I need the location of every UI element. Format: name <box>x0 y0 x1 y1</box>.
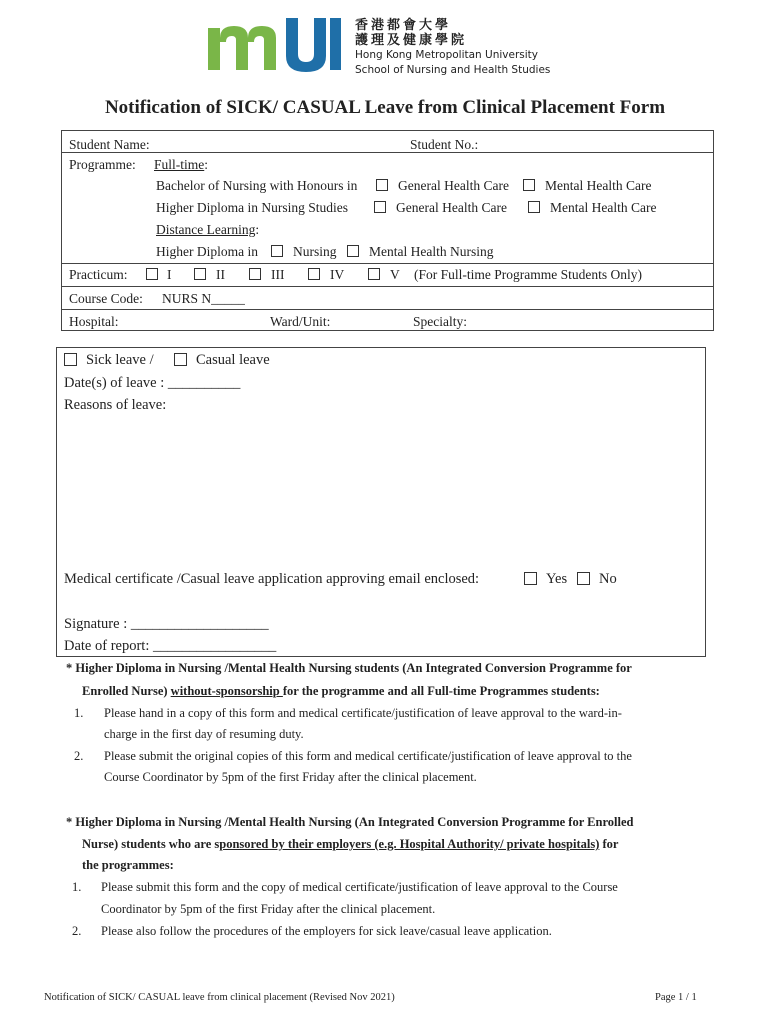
s1-item1-number: 1. <box>74 706 84 720</box>
org-name-en-line1: Hong Kong Metropolitan University <box>355 49 539 61</box>
org-name-en-line2: School of Nursing and Health Studies <box>355 64 551 76</box>
distance-learning-label: Distance Learning <box>156 222 256 237</box>
hd-mental-checkbox[interactable] <box>528 201 540 213</box>
s1-item2-number: 2. <box>74 749 84 763</box>
s2-item1-line1: Please submit this form and the copy of medical certificate/justification of leave approval to the Course <box>101 880 618 894</box>
logo-text <box>355 18 550 78</box>
bn-general-label: General Health Care <box>398 178 509 193</box>
practicum-label: Practicum: <box>69 267 128 282</box>
hd-nursing-label: Higher Diploma in Nursing Studies <box>156 200 348 215</box>
full-time-label: Full-time <box>154 157 205 172</box>
cert-yes-checkbox[interactable] <box>524 572 537 585</box>
date-of-report-field[interactable]: Date of report: _________________ <box>64 638 277 654</box>
hd-general-checkbox[interactable] <box>374 201 386 213</box>
s1-item2-line1: Please submit the original copies of this form and medical certificate/justification of leave approval to the <box>104 749 632 763</box>
logo-mark-green <box>208 26 276 70</box>
practicum-v-label: V <box>390 267 400 282</box>
medical-cert-label: Medical certificate /Casual leave application approving email enclosed: <box>64 571 480 587</box>
hd-mental-label: Mental Health Care <box>550 200 657 215</box>
divider <box>61 286 714 287</box>
casual-leave-label: Casual leave <box>196 352 270 368</box>
practicum-v-checkbox[interactable] <box>368 268 380 280</box>
divider <box>61 263 714 264</box>
s1-item1-line2: charge in the first day of resuming duty. <box>104 727 304 741</box>
hd-general-label: General Health Care <box>396 200 507 215</box>
section2-text-a: Nurse) students who are s <box>82 837 220 851</box>
s1-item1-line1: Please hand in a copy of this form and medical certificate/justification of leave approval to the ward-in- <box>104 706 622 720</box>
org-name-zh-line1: 香港都會大學 <box>355 18 452 33</box>
reasons-label: Reasons of leave: <box>64 397 167 413</box>
s2-item2-line1: Please also follow the procedures of the employers for sick leave/casual leave application. <box>101 924 552 938</box>
leave-dates-field[interactable]: Date(s) of leave : __________ <box>64 375 241 391</box>
divider <box>61 152 714 153</box>
s2-item2-number: 2. <box>72 924 82 938</box>
section2-text-c: for <box>599 837 619 851</box>
hd-in-label: Higher Diploma in <box>156 244 258 259</box>
casual-leave-checkbox[interactable] <box>174 353 187 366</box>
logo-mark-blue <box>286 18 341 72</box>
course-code-value[interactable]: NURS N_____ <box>162 291 245 306</box>
practicum-iii-checkbox[interactable] <box>249 268 261 280</box>
distance-learning-heading <box>156 222 259 238</box>
ward-unit-label: Ward/Unit: <box>270 314 331 329</box>
s1-item2-line2: Course Coordinator by 5pm of the first Friday after the clinical placement. <box>104 770 477 784</box>
distance-learning-colon: : <box>255 222 260 237</box>
section1-heading-line2 <box>82 683 600 699</box>
practicum-ii-checkbox[interactable] <box>194 268 206 280</box>
footer-form-name: Notification of SICK/ CASUAL leave from clinical placement (Revised Nov 2021) <box>44 992 395 1003</box>
bn-general-checkbox[interactable] <box>376 179 388 191</box>
section2-heading-line3: the programmes: <box>82 858 174 872</box>
course-code-label: Course Code: <box>69 291 143 306</box>
bn-mental-label: Mental Health Care <box>545 178 652 193</box>
signature-field[interactable]: Signature : ___________________ <box>64 616 269 632</box>
practicum-iv-checkbox[interactable] <box>308 268 320 280</box>
without-sponsorship-text: without-sponsorship <box>170 684 283 698</box>
section1-heading-line1: * Higher Diploma in Nursing /Mental Health Nursing students (An Integrated Conversion Programme for <box>66 661 632 675</box>
practicum-iv-label: IV <box>330 267 345 282</box>
student-no-label: Student No.: <box>410 137 479 152</box>
divider <box>61 309 714 310</box>
practicum-iii-label: III <box>271 267 285 282</box>
practicum-note: (For Full-time Programme Students Only) <box>414 267 642 282</box>
section1-text-a: Enrolled Nurse) <box>82 684 171 698</box>
cert-yes-label: Yes <box>546 571 568 587</box>
hospital-label: Hospital: <box>69 314 119 329</box>
bn-mental-checkbox[interactable] <box>523 179 535 191</box>
s2-item1-line2: Coordinator by 5pm of the first Friday after the clinical placement. <box>101 902 436 916</box>
reasons-text-area[interactable] <box>64 418 694 563</box>
dl-mental-checkbox[interactable] <box>347 245 359 257</box>
s2-item1-number: 1. <box>72 880 82 894</box>
bn-honours-label: Bachelor of Nursing with Honours in <box>156 178 358 193</box>
cert-no-label: No <box>599 571 617 587</box>
dl-mental-label: Mental Health Nursing <box>369 244 494 259</box>
page-number: Page 1 / 1 <box>655 992 697 1003</box>
sponsored-text: ponsored by their employers (e.g. Hospital Authority/ private hospitals) <box>219 837 600 851</box>
section2-heading-line2 <box>82 836 618 852</box>
full-time-heading <box>154 157 208 173</box>
full-time-colon: : <box>204 157 209 172</box>
section2-heading-line1: * Higher Diploma in Nursing /Mental Health Nursing (An Integrated Conversion Programme for Enrolled <box>66 815 634 829</box>
dl-nursing-label: Nursing <box>293 244 337 259</box>
cert-no-checkbox[interactable] <box>577 572 590 585</box>
programme-label: Programme: <box>69 157 136 172</box>
student-name-label: Student Name: <box>69 137 150 152</box>
sick-leave-label: Sick leave / <box>86 352 154 368</box>
sick-leave-checkbox[interactable] <box>64 353 77 366</box>
org-name-zh-line2: 護理及健康學院 <box>355 33 468 48</box>
practicum-i-label: I <box>167 267 172 282</box>
section1-text-c: for the programme and all Full-time Programmes students: <box>282 684 600 698</box>
dl-nursing-checkbox[interactable] <box>271 245 283 257</box>
specialty-label: Specialty: <box>413 314 467 329</box>
practicum-i-checkbox[interactable] <box>146 268 158 280</box>
practicum-ii-label: II <box>216 267 225 282</box>
form-title: Notification of SICK/ CASUAL Leave from Clinical Placement Form <box>104 97 666 118</box>
